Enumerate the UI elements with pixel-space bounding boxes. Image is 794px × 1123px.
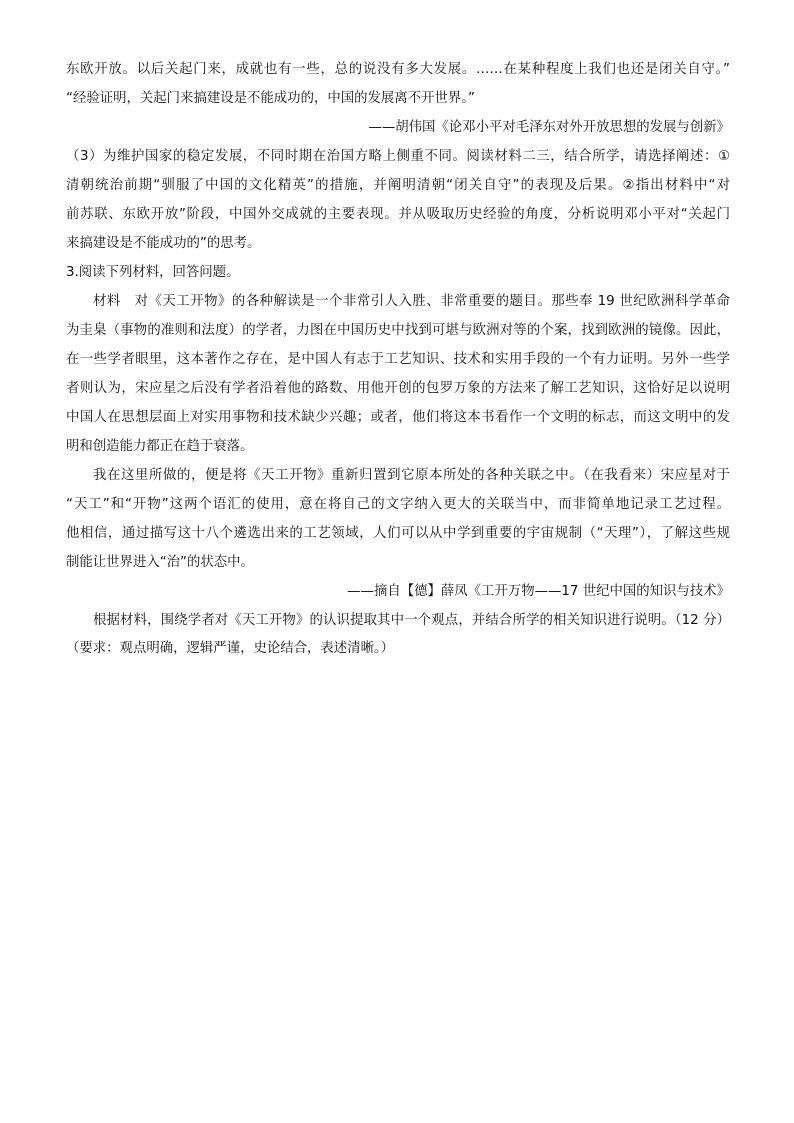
citation: ——胡伟国《论邓小平对毛泽东对外开放思想的发展与创新》 [368,120,730,135]
material-text: “天工”和“开物”这两个语汇的使用，意在将自己的文字纳入更大的关联当中，而非简单地记录工艺过程。 [66,497,730,512]
material-text: 在一些学者眼里，这本著作之存在，是中国人有志于工艺知识、技术和实用手段的一个有力证明。另外一些学 [66,352,730,367]
material-text: 他相信，通过描写这十八个遴选出来的工艺领域，人们可以从中学到重要的宇宙规制（“天理”），了解这些规 [66,526,730,541]
question-heading: 3.阅读下列材料，回答问题。 [66,265,240,280]
material-text: 制能让世界进入“治”的状态中。 [66,555,254,570]
document-page [66,60,730,668]
text-line: “经验证明，关起门来搞建设是不能成功的，中国的发展离不开世界。” [66,91,475,106]
question-text: （3）为维护国家的稳定发展，不同时期在治国方略上侧重不同。阅读材料二三，结合所学，请选择阐述：① [66,149,730,164]
material-text: 我在这里所做的，便是将《天工开物》重新归置到它原本所处的各种关联之中。（在我看来）宋应星对于 [93,468,730,483]
material-text: 材料 对《天工开物》的各种解读是一个非常引人入胜、非常重要的题目。那些奉 19 世纪欧洲科学革命 [93,294,730,309]
question-text: 前苏联、东欧开放”阶段，中国外交成就的主要表现。并从吸取历史经验的角度，分析说明邓小平对“关起门 [66,207,730,222]
material-text: 者则认为，宋应星之后没有学者沿着他的路数、用他开创的包罗万象的方法来了解工艺知识，这恰好足以说明 [66,381,730,396]
question-text: 清朝统治前期“驯服了中国的文化精英”的措施，并阐明清朝“闭关自守”的表现及后果。②指出材料中“对 [66,178,731,193]
text-line: 东欧开放。以后关起门来，成就也有一些，总的说没有多大发展。……在某种程度上我们也还是闭关自守。” [66,62,730,77]
material-text: 中国人在思想层面上对实用事物和技术缺少兴趣；或者，他们将这本书看作一个文明的标志，而这文明中的发 [66,410,730,425]
material-text: 为圭臬（事物的准则和法度）的学者，力图在中国历史中找到可堪与欧洲对等的个案，找到欧洲的镜像。因此， [66,323,730,338]
requirement-text: （要求：观点明确，逻辑严谨，史论结合，表述清晰。） [66,641,395,656]
citation: ——摘自【德】薛凤《工开万物——17 世纪中国的知识与技术》 [347,584,730,599]
material-text: 明和创造能力都正在趋于衰落。 [66,439,254,454]
question-text: 来搞建设是不能成功的”的思考。 [66,236,261,251]
question-text: 根据材料，围绕学者对《天工开物》的认识提取其中一个观点，并结合所学的相关知识进行说明。（12 分） [93,613,730,628]
